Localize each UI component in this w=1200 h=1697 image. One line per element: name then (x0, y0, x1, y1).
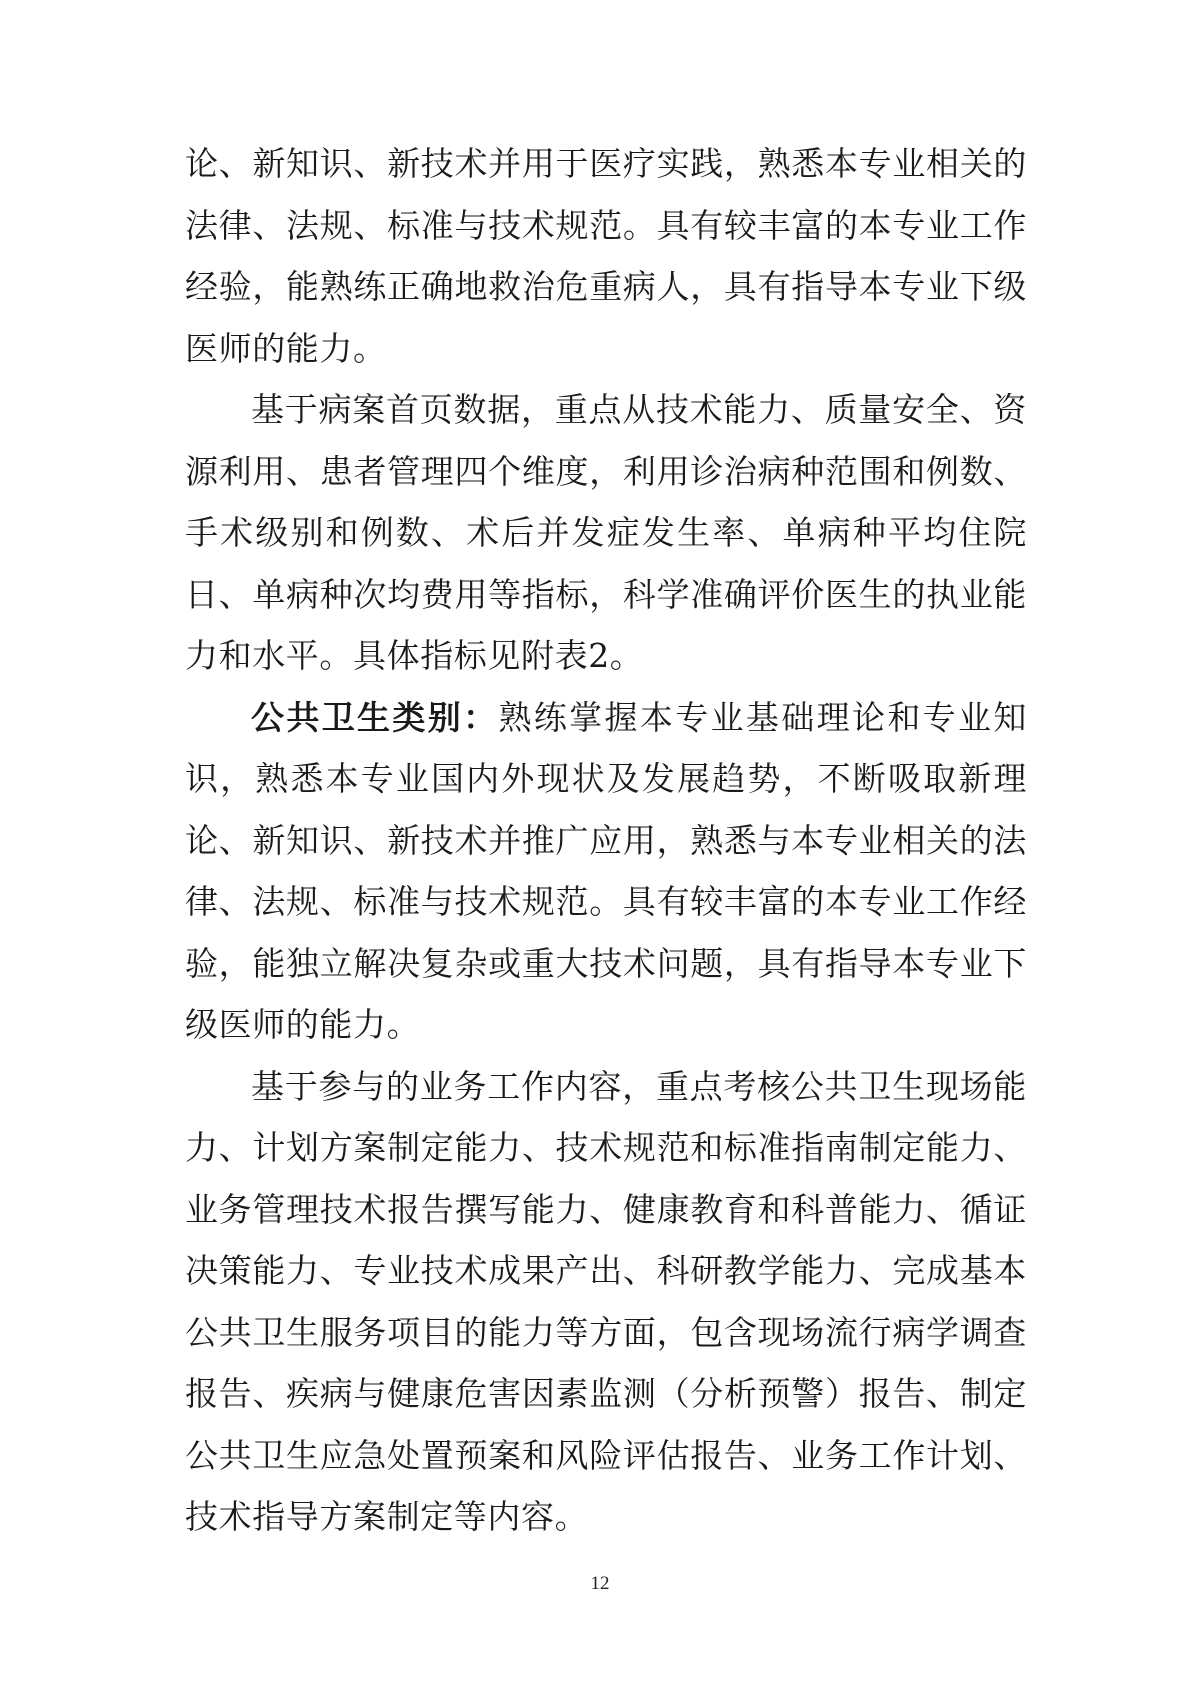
page-number: 12 (590, 1573, 610, 1594)
paragraph-public-health-category (185, 687, 1027, 1056)
document-body (185, 133, 1027, 1548)
paragraph-continuation (185, 133, 1027, 379)
paragraph-lead-heading: 公共卫生类别： (251, 697, 499, 737)
paragraph-text: 熟练掌握本专业基础理论和专业知识，熟悉本专业国内外现状及发展趋势，不断吸取新理论、新知识、新技术并推广应用，熟悉与本专业相关的法律、法规、标准与技术规范。具有较丰富的本专业工作经验，能独立解决复杂或重大技术问题，具有指导本专业下级医师的能力。 (185, 697, 1027, 1044)
paragraph-text: 基于病案首页数据，重点从技术能力、质量安全、资源利用、患者管理四个维度，利用诊治病种范围和例数、手术级别和例数、术后并发症发生率、单病种平均住院日、单病种次均费用等指标，科学准确评价医生的执业能力和水平。具体指标见附表2。 (185, 390, 1027, 675)
paragraph-text: 基于参与的业务工作内容，重点考核公共卫生现场能力、计划方案制定能力、技术规范和标准指南制定能力、业务管理技术报告撰写能力、健康教育和科普能力、循证决策能力、专业技术成果产出、科研教学能力、完成基本公共卫生服务项目的能力等方面，包含现场流行病学调查报告、疾病与健康危害因素监测（分析预警）报告、制定公共卫生应急处置预案和风险评估报告、业务工作计划、技术指导方案制定等内容。 (185, 1066, 1027, 1536)
paragraph-medical-assessment (185, 379, 1027, 687)
paragraph-text: 论、新知识、新技术并用于医疗实践，熟悉本专业相关的法律、法规、标准与技术规范。具有较丰富的本专业工作经验，能熟练正确地救治危重病人，具有指导本专业下级医师的能力。 (185, 144, 1027, 368)
paragraph-public-health-assessment (185, 1056, 1027, 1548)
